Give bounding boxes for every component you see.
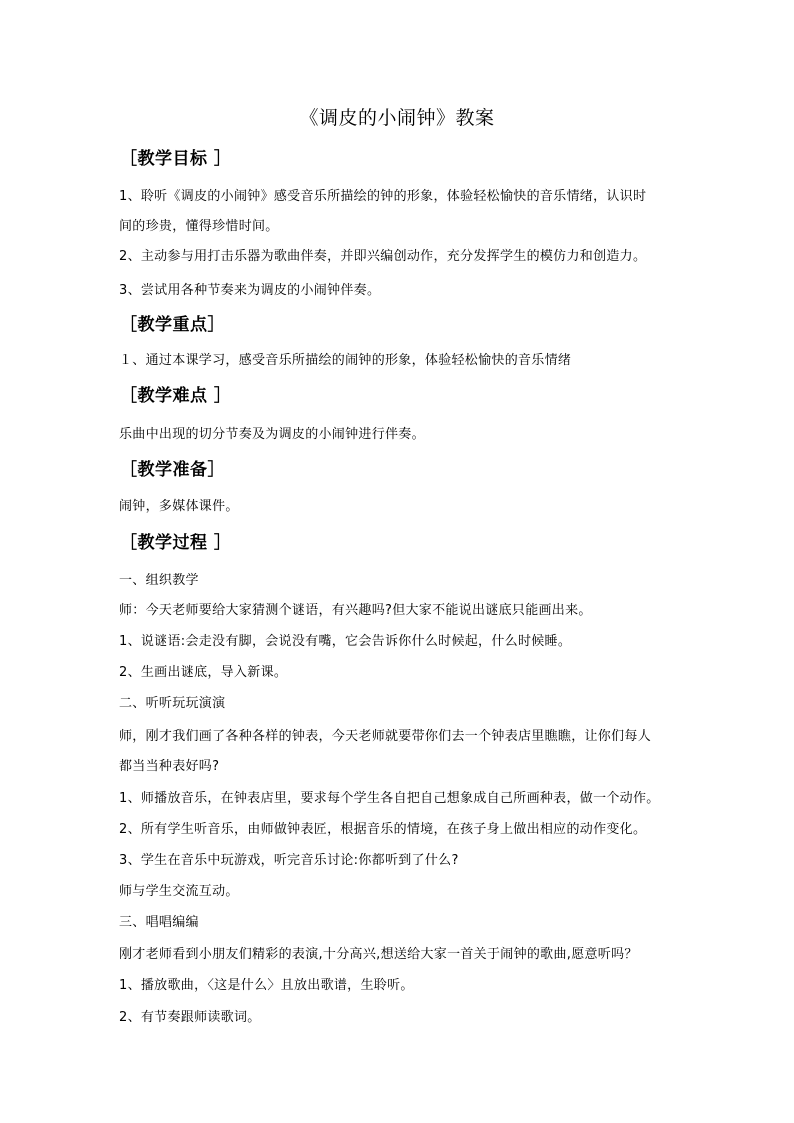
process-line: 师：今天老师要给大家猜测个谜语，有兴趣吗?但大家不能说出谜底只能画出来。 [119, 603, 592, 618]
section-heading-process: ［教学过程 ］ [120, 533, 232, 553]
difficulties-line: 乐曲中出现的切分节奏及为调皮的小闹钟进行伴奏。 [119, 427, 425, 442]
section-heading-goals: ［教学目标 ］ [120, 149, 232, 169]
process-line: 1、说谜语:会走没有脚，会说没有嘴，它会告诉你什么时候起，什么时候睡。 [119, 634, 572, 649]
goals-line: 1、聆听《调皮的小闹钟》感受音乐所描绘的钟的形象，体验轻松愉快的音乐情绪，认识时 [119, 189, 647, 204]
goals-line: 3、尝试用各种节奏来为调皮的小闹钟伴奏。 [119, 283, 381, 298]
section-heading-preparation: ［教学准备］ [120, 460, 225, 480]
process-line: 一、组织教学 [119, 573, 199, 588]
preparation-line: 闹钟，多媒体课件。 [119, 499, 239, 514]
process-line: 二、听听玩玩演演 [119, 696, 226, 711]
process-line: 都当当种表好吗? [119, 759, 220, 774]
process-line: 2、有节奏跟师读歌词。 [119, 1010, 261, 1025]
process-line: 2、所有学生听音乐，由师做钟表匠，根据音乐的情境，在孩子身上做出相应的动作变化。 [119, 822, 647, 837]
section-heading-key-points: ［教学重点］ [120, 315, 225, 335]
process-line: 2、生画出谜底，导入新课。 [119, 665, 288, 680]
process-line: 三、唱唱编编 [119, 915, 199, 930]
document-title: 《调皮的小闹钟》教案 [299, 107, 495, 129]
key-points-line: １、通过本课学习，感受音乐所描绘的闹钟的形象，体验轻松愉快的音乐情绪 [119, 353, 572, 368]
process-line: 3、学生在音乐中玩游戏，听完音乐讨论:你都听到了什么? [119, 853, 459, 868]
goals-line: 2、主动参与用打击乐器为歌曲伴奏，并即兴编创动作，充分发挥学生的模仿力和创造力。 [119, 249, 647, 264]
process-line: 1、播放歌曲，〈这是什么〉且放出歌谱，生聆听。 [119, 978, 414, 993]
goals-line: 间的珍贵，懂得珍惜时间。 [119, 219, 279, 234]
section-heading-difficulties: ［教学难点 ］ [120, 386, 232, 406]
process-line: 刚才老师看到小朋友们精彩的表演,十分高兴,想送给大家一首关于闹钟的歌曲,愿意听吗？ [119, 947, 638, 962]
process-line: 1、师播放音乐，在钟表店里，要求每个学生各自把自己想象成自己所画种表，做一个动作。 [119, 791, 660, 806]
process-line: 师，刚才我们画了各种各样的钟表，今天老师就要带你们去一个钟表店里瞧瞧，让你们每人 [119, 729, 652, 744]
process-line: 师与学生交流互动。 [119, 884, 239, 899]
